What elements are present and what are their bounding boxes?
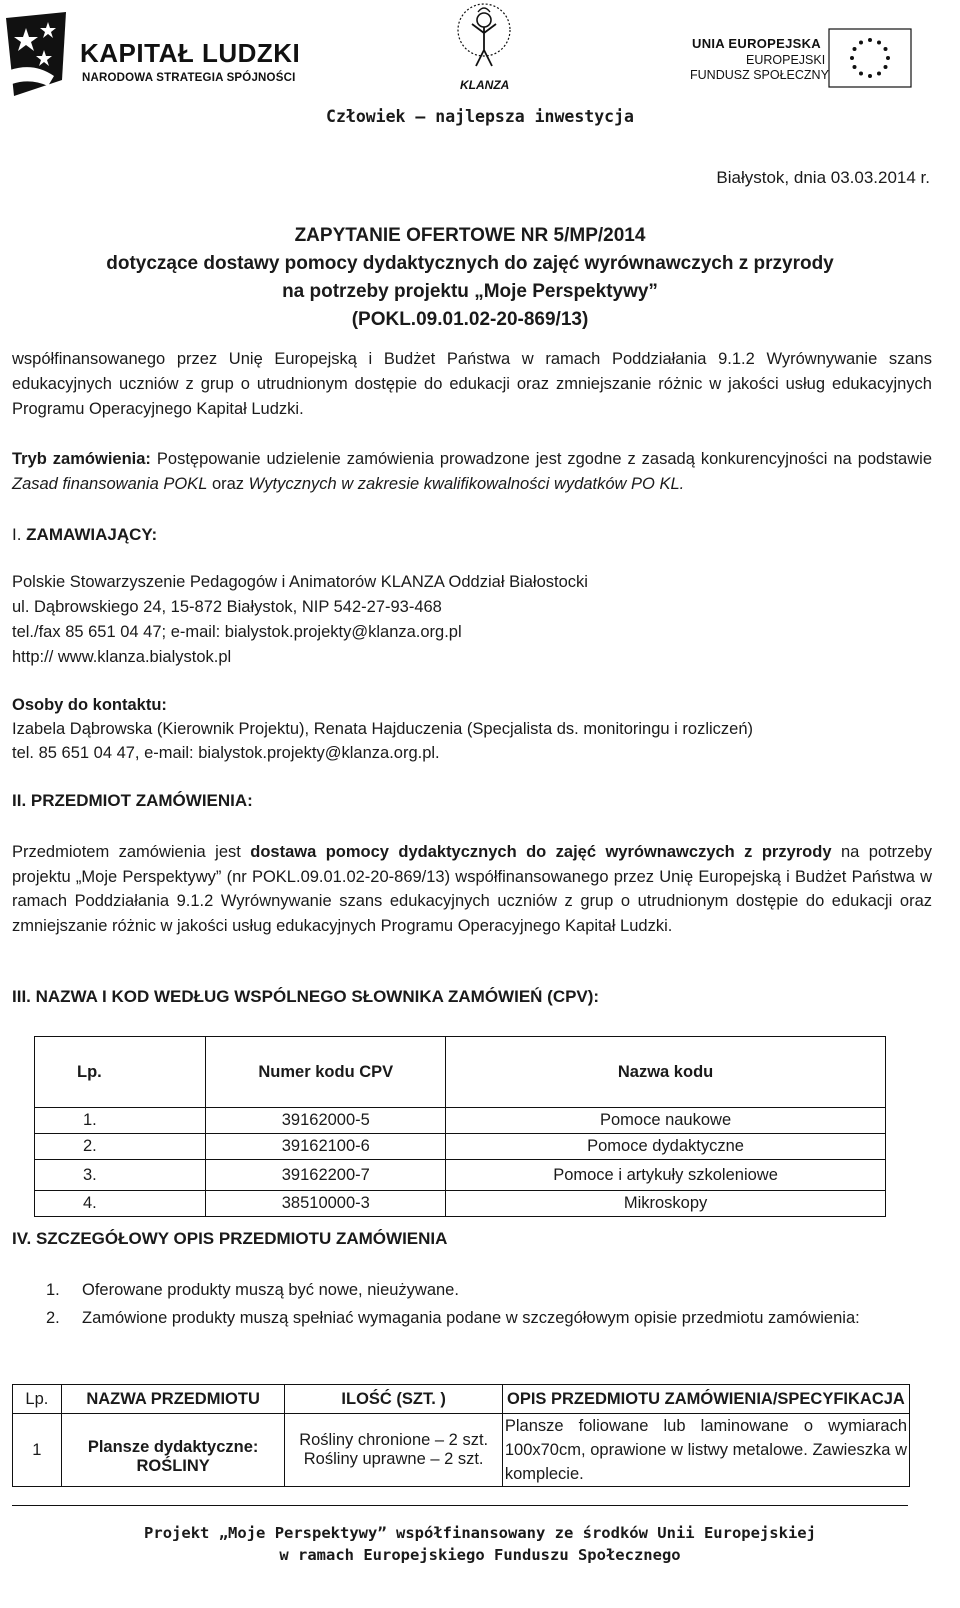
eu-line3: FUNDUSZ SPOŁECZNY bbox=[690, 68, 829, 82]
contact-persons: Izabela Dąbrowska (Kierownik Projektu), Renata Hajduczenia (Specjalista ds. monitoringu i rozliczeń) bbox=[12, 720, 754, 738]
footer-line2: w ramach Europejskiego Funduszu Społecznego bbox=[279, 1546, 681, 1564]
table-row bbox=[35, 1108, 886, 1134]
spec-col-lp: Lp. bbox=[13, 1385, 62, 1414]
table-row bbox=[35, 1134, 886, 1160]
eu-flag-icon bbox=[828, 28, 946, 90]
title-line4: (POKL.09.01.02-20-869/13) bbox=[351, 309, 589, 330]
cpv-cell-lp: 3. bbox=[35, 1160, 206, 1191]
kapital-ludzki-title: KAPITAŁ LUDZKI bbox=[80, 38, 301, 68]
kapital-ludzki-logo bbox=[4, 10, 304, 100]
cpv-cell-code: 39162100-6 bbox=[206, 1134, 446, 1160]
cpv-table bbox=[34, 1036, 886, 1217]
spec-name-line2: ROŚLINY bbox=[136, 1457, 210, 1475]
cpv-cell-code: 39162000-5 bbox=[206, 1108, 446, 1134]
cpv-cell-name: Pomoce naukowe bbox=[446, 1108, 886, 1134]
list-item bbox=[46, 1276, 914, 1304]
spec-cell-desc: Plansze foliowane lub laminowane o wymiarach 100x70cm, oprawione w listwy metalowe. Zawieszka w komplecie. bbox=[502, 1414, 909, 1487]
kapital-ludzki-emblem-icon bbox=[4, 10, 80, 100]
section2-heading: II. PRZEDMIOT ZAMÓWIENIA: bbox=[12, 791, 253, 810]
cpv-cell-lp: 1. bbox=[35, 1108, 206, 1134]
spec-cell-qty bbox=[285, 1414, 502, 1487]
list-item bbox=[46, 1304, 914, 1332]
cpv-col-code: Numer kodu CPV bbox=[206, 1037, 446, 1108]
tryb-italic2: Wytycznych w zakresie kwalifikowalności wydatków PO KL. bbox=[248, 475, 685, 493]
cpv-cell-lp: 4. bbox=[35, 1191, 206, 1217]
spec-name-line1: Plansze dydaktyczne: bbox=[87, 1438, 259, 1456]
footer-line1: Projekt „Moje Perspektywy” współfinansowany ze środków Unii Europejskiej bbox=[144, 1524, 816, 1542]
spec-col-name: NAZWA PRZEDMIOTU bbox=[61, 1385, 285, 1414]
table-row bbox=[35, 1191, 886, 1217]
document-title bbox=[0, 222, 940, 334]
cpv-cell-code: 38510000-3 bbox=[206, 1191, 446, 1217]
organization-name: Polskie Stowarzyszenie Pedagogów i Animatorów KLANZA Oddział Białostocki bbox=[12, 573, 588, 591]
cpv-col-lp: Lp. bbox=[35, 1037, 206, 1108]
section2-paragraph bbox=[12, 840, 932, 938]
klanza-text: KLANZA bbox=[460, 78, 510, 92]
klanza-figure-icon bbox=[438, 0, 528, 80]
cpv-cell-lp: 2. bbox=[35, 1134, 206, 1160]
tryb-paragraph bbox=[12, 447, 932, 497]
title-line2: dotyczące dostawy pomocy dydaktycznych do zajęć wyrównawczych z przyrody bbox=[106, 253, 834, 274]
cpv-cell-code: 39162200-7 bbox=[206, 1160, 446, 1191]
table-row bbox=[13, 1414, 910, 1487]
kapital-ludzki-subtitle: NARODOWA STRATEGIA SPÓJNOŚCI bbox=[82, 72, 296, 84]
spec-cell-name bbox=[61, 1414, 285, 1487]
tryb-text2: oraz bbox=[207, 475, 249, 493]
title-line1: ZAPYTANIE OFERTOWE NR 5/MP/2014 bbox=[294, 225, 646, 246]
spec-header-row bbox=[13, 1385, 910, 1414]
spec-col-desc: OPIS PRZEDMIOTU ZAMÓWIENIA/SPECYFIKACJA bbox=[502, 1385, 909, 1414]
organization-www[interactable]: http:// www.klanza.bialystok.pl bbox=[12, 648, 232, 666]
motto: Człowiek – najlepsza inwestycja bbox=[326, 107, 634, 126]
table-row bbox=[35, 1160, 886, 1191]
eu-line2: EUROPEJSKI bbox=[746, 53, 826, 67]
tryb-text1: Postępowanie udzielenie zamówienia prowadzone jest zgodne z zasadą konkurencyjności na podstawie bbox=[150, 450, 932, 468]
section3-heading: III. NAZWA I KOD WEDŁUG WSPÓLNEGO SŁOWNIKA ZAMÓWIEŃ (CPV): bbox=[12, 987, 600, 1006]
list-item-number: 1. bbox=[46, 1281, 60, 1299]
section2-text-b: na potrzeby projektu „Moje Perspektywy” (nr POKL.09.01.02-20-869/13) współfinansowanego przez Unię Europejską i Budżet Państwa w ramach Poddziałania 9.1.2 Wyrównywanie szans edukacyjnych uczniów z grup o utrudnionym dostępie do edukacji oraz zmniejszanie różnic w jakości usług edukacyjnych Programu Operacyjnego Kapitał Ludzki. bbox=[12, 843, 933, 935]
section1-heading-text: ZAMAWIAJĄCY: bbox=[26, 525, 158, 544]
section4-heading: IV. SZCZEGÓŁOWY OPIS PRZEDMIOTU ZAMÓWIENIA bbox=[12, 1229, 448, 1248]
specification-table bbox=[12, 1384, 910, 1487]
footer-divider bbox=[12, 1505, 908, 1506]
spec-qty-line2: Rośliny uprawne – 2 szt. bbox=[303, 1450, 484, 1468]
eu-logo bbox=[692, 28, 954, 88]
section2-text-bold: dostawa pomocy dydaktycznych do zajęć wyrównawczych z przyrody bbox=[250, 843, 832, 861]
spec-qty-line1: Rośliny chronione – 2 szt. bbox=[299, 1431, 489, 1449]
klanza-logo bbox=[438, 0, 528, 96]
title-line3: na potrzeby projektu „Moje Perspektywy” bbox=[282, 281, 658, 302]
tryb-italic1: Zasad finansowania POKL bbox=[12, 475, 208, 493]
cpv-col-name: Nazwa kodu bbox=[446, 1037, 886, 1108]
cpv-header-row bbox=[35, 1037, 886, 1108]
contact-persons-details: tel. 85 651 04 47, e-mail: bialystok.projekty@klanza.org.pl. bbox=[12, 744, 440, 762]
requirements-list bbox=[46, 1276, 914, 1332]
spec-col-qty: ILOŚĆ (SZT. ) bbox=[285, 1385, 502, 1414]
tryb-label: Tryb zamówienia: bbox=[12, 450, 151, 468]
section1-heading bbox=[12, 525, 157, 545]
organization-contact: tel./fax 85 651 04 47; e-mail: bialystok.projekty@klanza.org.pl bbox=[12, 623, 462, 641]
list-item-text: Zamówione produkty muszą spełniać wymagania podane w szczegółowym opisie przedmiotu zamówienia: bbox=[82, 1309, 860, 1327]
organization-address: ul. Dąbrowskiego 24, 15-872 Białystok, NIP 542-27-93-468 bbox=[12, 598, 442, 616]
cpv-cell-name: Pomoce i artykuły szkoleniowe bbox=[446, 1160, 886, 1191]
footer bbox=[0, 1522, 960, 1566]
eu-line1: UNIA EUROPEJSKA bbox=[692, 36, 821, 51]
cpv-cell-name: Pomoce dydaktyczne bbox=[446, 1134, 886, 1160]
contact-persons-label: Osoby do kontaktu: bbox=[12, 696, 167, 714]
section2-text-a: Przedmiotem zamówienia jest bbox=[12, 843, 251, 861]
section1-heading-num: I. bbox=[12, 525, 27, 544]
list-item-text: Oferowane produkty muszą być nowe, nieużywane. bbox=[82, 1281, 459, 1299]
cpv-cell-name: Mikroskopy bbox=[446, 1191, 886, 1217]
intro-paragraph: współfinansowanego przez Unię Europejską i Budżet Państwa w ramach Poddziałania 9.1.2 Wyrównywanie szans edukacyjnych uczniów z grup o utrudnionym dostępie do edukacji oraz zmniejszanie różnic w jakości usług edukacyjnych Programu Operacyjnego Kapitał Ludzki. bbox=[12, 350, 932, 418]
city-date: Białystok, dnia 03.03.2014 r. bbox=[716, 168, 930, 187]
spec-cell-lp: 1 bbox=[13, 1414, 62, 1487]
list-item-number: 2. bbox=[46, 1309, 60, 1327]
